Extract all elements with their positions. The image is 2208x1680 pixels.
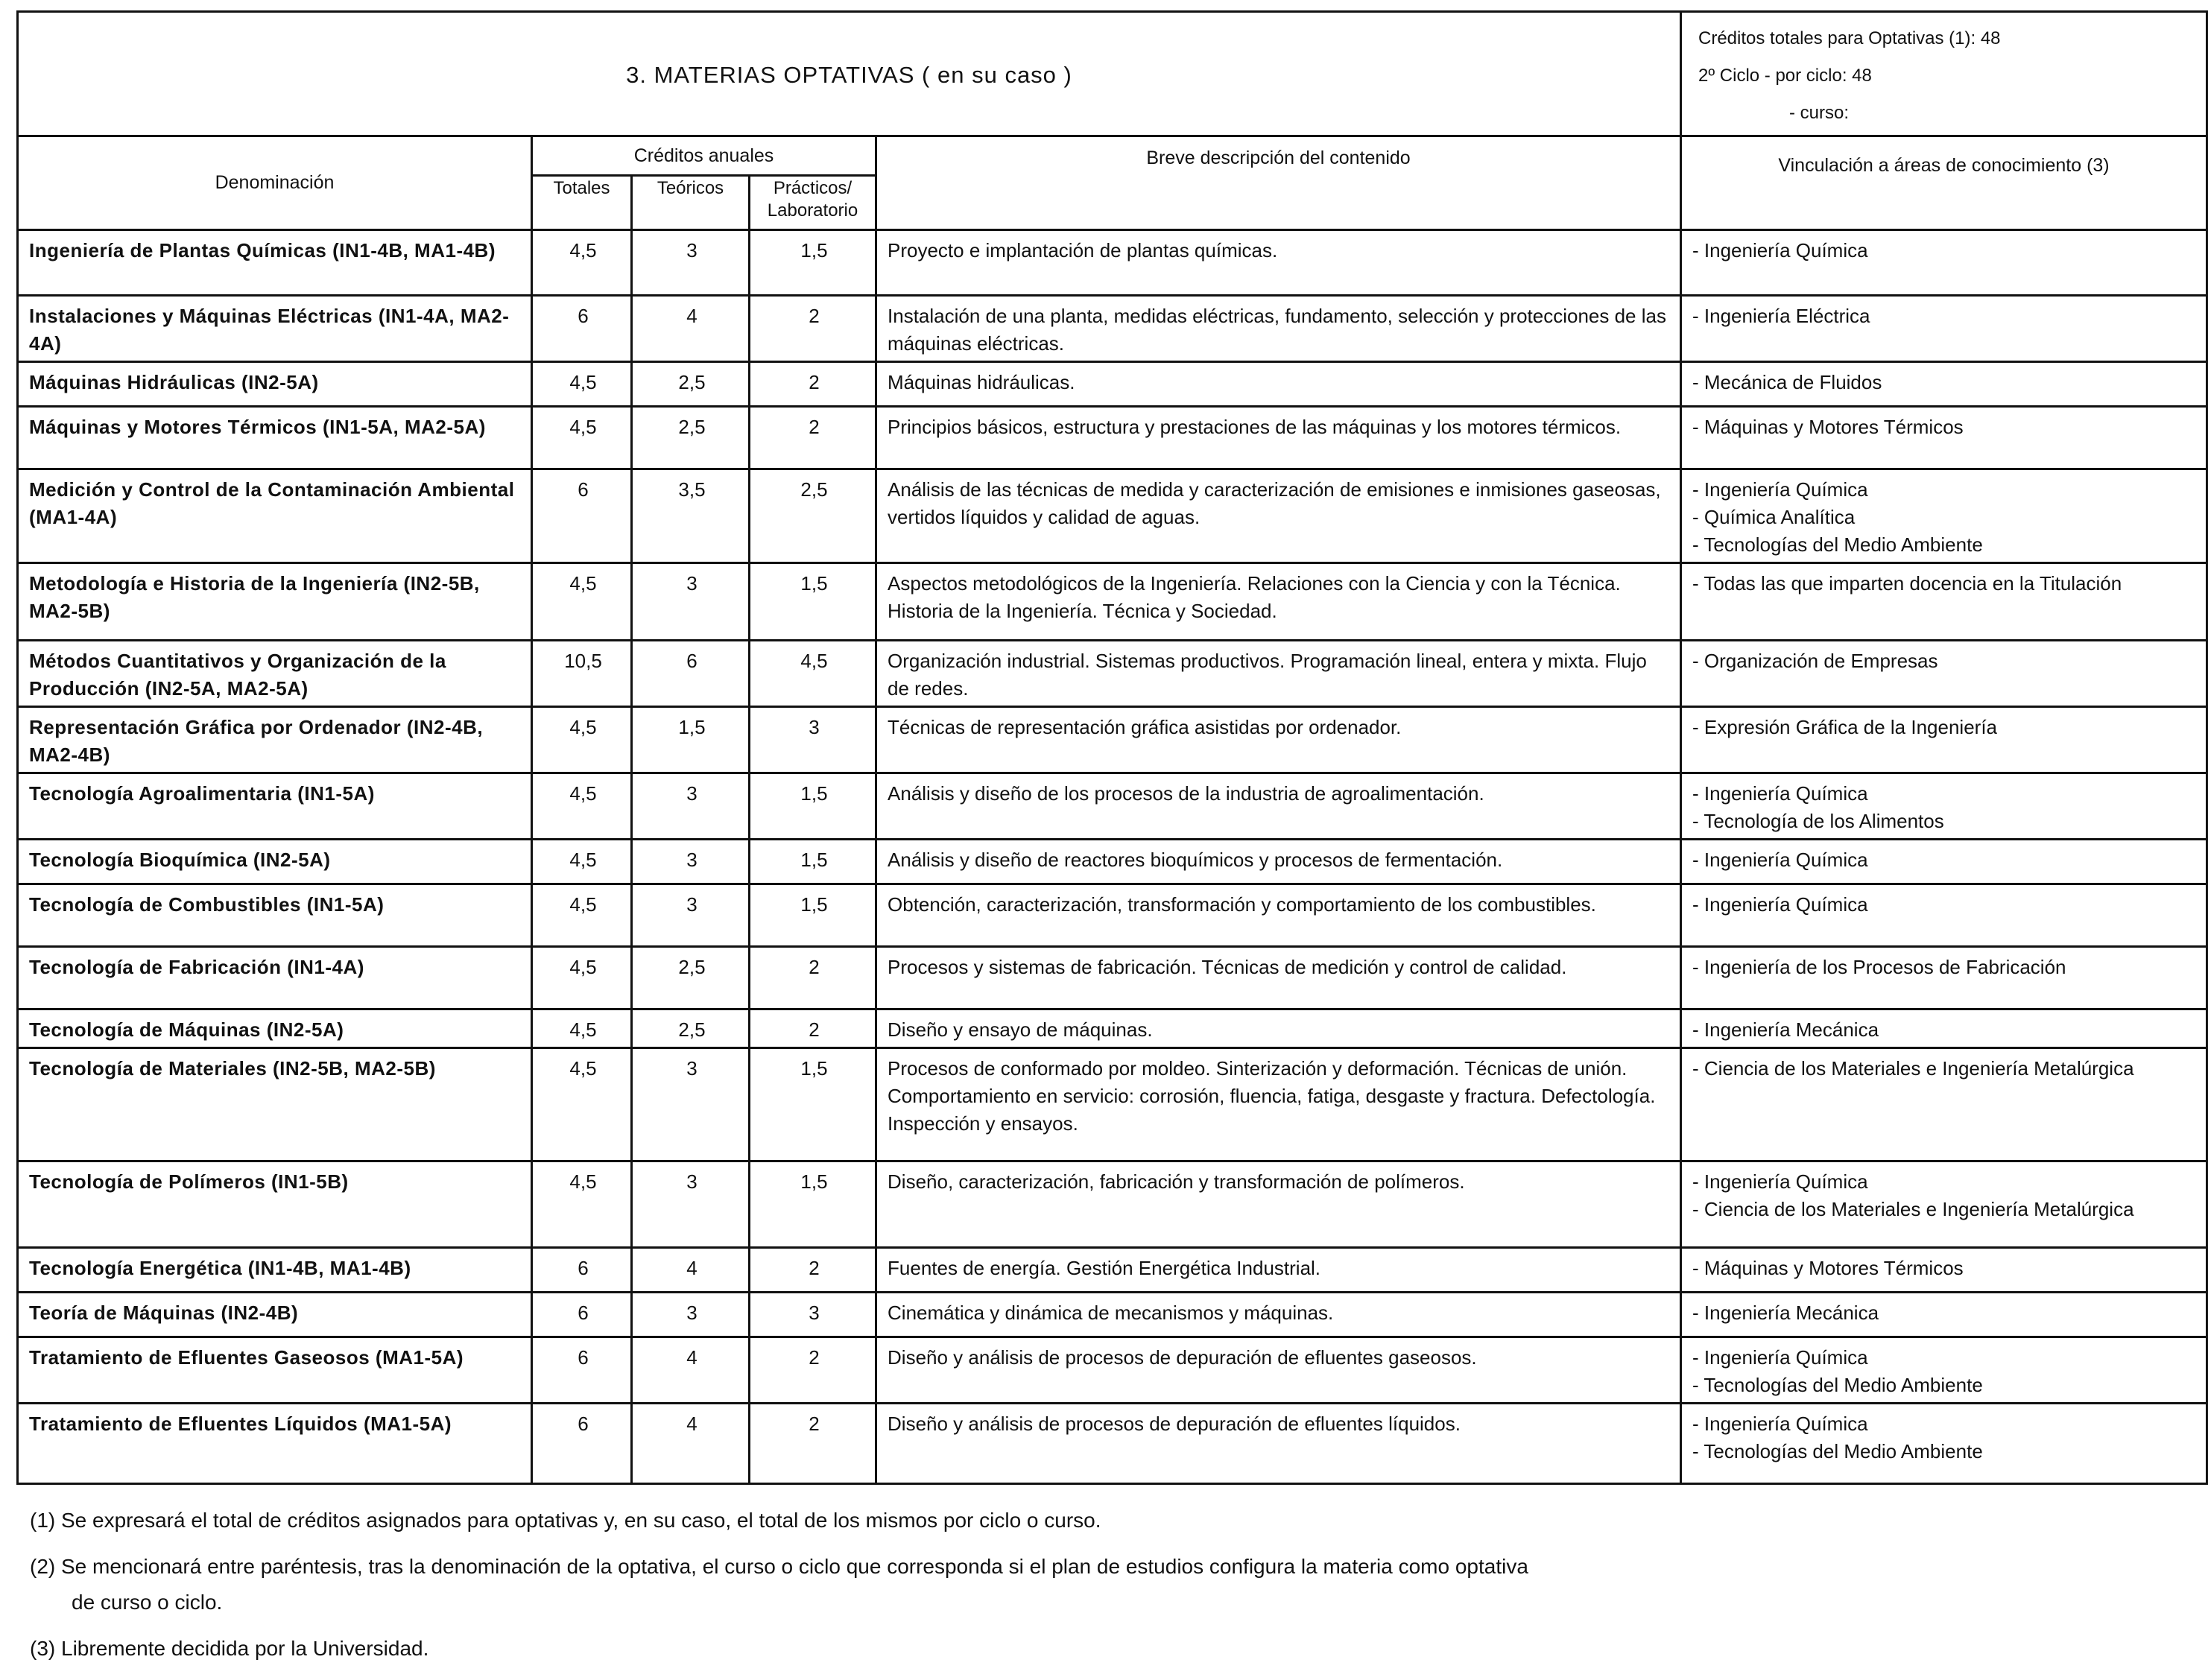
knowledge-areas xyxy=(1681,840,2207,884)
credits-practicos: 1,5 xyxy=(750,563,876,641)
course-description: Organización industrial. Sistemas productivos. Programación lineal, entera y mixta. Flujo de redes. xyxy=(876,641,1681,707)
table-row xyxy=(18,469,2207,563)
credits-practicos: 2 xyxy=(750,1337,876,1404)
course-name: Tratamiento de Efluentes Gaseosos (MA1-5A) xyxy=(18,1337,532,1404)
table-row xyxy=(18,1337,2207,1404)
credits-totales: 6 xyxy=(532,1248,632,1293)
credits-teoricos: 1,5 xyxy=(632,707,750,773)
knowledge-area-item: - Mecánica de Fluidos xyxy=(1692,371,1882,393)
course-name: Tecnología de Máquinas (IN2-5A) xyxy=(18,1009,532,1048)
table-row xyxy=(18,563,2207,641)
course-description: Proyecto e implantación de plantas químicas. xyxy=(876,230,1681,296)
table-row xyxy=(18,707,2207,773)
table-row xyxy=(18,407,2207,469)
knowledge-areas xyxy=(1681,230,2207,296)
credits-totales: 4,5 xyxy=(532,230,632,296)
knowledge-area-item: - Tecnología de los Alimentos xyxy=(1692,810,1944,832)
footnote-2-continuation: de curso o ciclo. xyxy=(72,1591,223,1614)
table-row xyxy=(18,884,2207,947)
knowledge-areas xyxy=(1681,1404,2207,1484)
knowledge-area-item: - Ingeniería Química xyxy=(1692,478,1868,501)
knowledge-area-item: - Expresión Gráfica de la Ingeniería xyxy=(1692,716,1998,738)
knowledge-area-item: - Tecnologías del Medio Ambiente xyxy=(1692,533,1983,556)
knowledge-area-item: - Todas las que imparten docencia en la Titulación xyxy=(1692,572,2122,595)
credits-practicos: 1,5 xyxy=(750,884,876,947)
credits-totales: 4,5 xyxy=(532,947,632,1009)
table-row xyxy=(18,1009,2207,1048)
knowledge-areas xyxy=(1681,469,2207,563)
footnote-2: (2) Se mencionará entre paréntesis, tras la denominación de la optativa, el curso o ciclo que corresponda si el plan de estudios configura la materia como optativa xyxy=(30,1555,1528,1578)
knowledge-areas xyxy=(1681,296,2207,362)
table-row xyxy=(18,1248,2207,1293)
credits-totales: 6 xyxy=(532,1404,632,1484)
credits-teoricos: 3 xyxy=(632,1161,750,1248)
knowledge-areas xyxy=(1681,773,2207,840)
header-descripcion: Breve descripción del contenido xyxy=(876,136,1681,230)
course-description: Diseño y análisis de procesos de depuración de efluentes líquidos. xyxy=(876,1404,1681,1484)
table-row xyxy=(18,362,2207,407)
credits-practicos: 2 xyxy=(750,407,876,469)
course-description: Obtención, caracterización, transformación y comportamiento de los combustibles. xyxy=(876,884,1681,947)
credits-teoricos: 3 xyxy=(632,840,750,884)
knowledge-area-item: - Ingeniería Química xyxy=(1692,1413,1868,1435)
credits-practicos: 2 xyxy=(750,947,876,1009)
course-description: Técnicas de representación gráfica asistidas por ordenador. xyxy=(876,707,1681,773)
credits-teoricos: 4 xyxy=(632,1248,750,1293)
credits-practicos: 3 xyxy=(750,1293,876,1337)
optativas-table xyxy=(16,135,2208,1485)
course-name: Métodos Cuantitativos y Organización de la Producción (IN2-5A, MA2-5A) xyxy=(18,641,532,707)
document-page xyxy=(16,10,2207,1680)
knowledge-areas xyxy=(1681,1248,2207,1293)
table-row xyxy=(18,1404,2207,1484)
table-row xyxy=(18,1048,2207,1161)
course-name: Tecnología Agroalimentaria (IN1-5A) xyxy=(18,773,532,840)
credits-teoricos: 2,5 xyxy=(632,407,750,469)
credits-teoricos: 2,5 xyxy=(632,362,750,407)
course-description: Análisis y diseño de los procesos de la industria de agroalimentación. xyxy=(876,773,1681,840)
table-row xyxy=(18,773,2207,840)
course-description: Procesos de conformado por moldeo. Sinterización y deformación. Técnicas de unión. Comportamiento en servicio: corrosión, fluencia, fatiga, desgaste y fractura. Defectología. Inspección y ensayos. xyxy=(876,1048,1681,1161)
knowledge-area-item: - Ingeniería Química xyxy=(1692,893,1868,916)
credits-totales: 6 xyxy=(532,296,632,362)
knowledge-area-item: - Ingeniería Química xyxy=(1692,782,1868,805)
table-row xyxy=(18,641,2207,707)
knowledge-areas xyxy=(1681,641,2207,707)
knowledge-areas xyxy=(1681,884,2207,947)
knowledge-area-item: - Ingeniería Mecánica xyxy=(1692,1302,1879,1324)
knowledge-area-item: - Ingeniería Química xyxy=(1692,239,1868,261)
knowledge-area-item: - Ingeniería de los Procesos de Fabricación xyxy=(1692,956,2066,978)
header-denominacion: Denominación xyxy=(18,136,532,230)
header-teoricos: Teóricos xyxy=(632,176,750,230)
credits-per-curso: - curso: xyxy=(1789,103,1850,123)
credits-practicos: 2 xyxy=(750,1248,876,1293)
course-description: Diseño, caracterización, fabricación y transformación de polímeros. xyxy=(876,1161,1681,1248)
footnote-1: (1) Se expresará el total de créditos asignados para optativas y, en su caso, el total de los mismos por ciclo o curso. xyxy=(30,1509,1101,1532)
credits-totales: 6 xyxy=(532,1337,632,1404)
credits-teoricos: 4 xyxy=(632,1337,750,1404)
credits-totales: 4,5 xyxy=(532,840,632,884)
course-description: Cinemática y dinámica de mecanismos y máquinas. xyxy=(876,1293,1681,1337)
knowledge-area-item: - Ciencia de los Materiales e Ingeniería Metalúrgica xyxy=(1692,1057,2134,1080)
knowledge-area-item: - Ingeniería Mecánica xyxy=(1692,1018,1879,1041)
course-name: Medición y Control de la Contaminación Ambiental (MA1-4A) xyxy=(18,469,532,563)
course-name: Representación Gráfica por Ordenador (IN2-4B, MA2-4B) xyxy=(18,707,532,773)
credits-totales: 4,5 xyxy=(532,1161,632,1248)
table-row xyxy=(18,840,2207,884)
credits-teoricos: 6 xyxy=(632,641,750,707)
knowledge-areas xyxy=(1681,563,2207,641)
credits-total: Créditos totales para Optativas (1): 48 xyxy=(1698,28,2001,48)
credits-totales: 4,5 xyxy=(532,407,632,469)
header-creditos-anuales: Créditos anuales xyxy=(532,136,876,176)
knowledge-areas xyxy=(1681,407,2207,469)
credits-teoricos: 3 xyxy=(632,1293,750,1337)
knowledge-area-item: - Organización de Empresas xyxy=(1692,650,1938,672)
credits-teoricos: 2,5 xyxy=(632,1009,750,1048)
course-name: Tecnología de Combustibles (IN1-5A) xyxy=(18,884,532,947)
knowledge-area-item: - Ingeniería Eléctrica xyxy=(1692,305,1870,327)
credits-practicos: 1,5 xyxy=(750,1161,876,1248)
knowledge-areas xyxy=(1681,707,2207,773)
course-name: Tecnología de Materiales (IN2-5B, MA2-5B) xyxy=(18,1048,532,1161)
credits-summary xyxy=(1681,12,2207,136)
knowledge-area-item: - Ingeniería Química xyxy=(1692,1170,1868,1193)
credits-teoricos: 3 xyxy=(632,773,750,840)
credits-totales: 6 xyxy=(532,469,632,563)
course-name: Tecnología de Polímeros (IN1-5B) xyxy=(18,1161,532,1248)
credits-teoricos: 3 xyxy=(632,563,750,641)
credits-per-ciclo: 2º Ciclo - por ciclo: 48 xyxy=(1698,66,1872,86)
credits-totales: 4,5 xyxy=(532,1009,632,1048)
knowledge-area-item: - Química Analítica xyxy=(1692,506,1856,528)
footnote-3: (3) Libremente decidida por la Universidad. xyxy=(30,1637,429,1660)
table-body xyxy=(18,230,2207,1484)
credits-practicos: 2 xyxy=(750,1404,876,1484)
course-name: Ingeniería de Plantas Químicas (IN1-4B, MA1-4B) xyxy=(18,230,532,296)
table-row xyxy=(18,947,2207,1009)
knowledge-areas xyxy=(1681,1048,2207,1161)
course-name: Tecnología Energética (IN1-4B, MA1-4B) xyxy=(18,1248,532,1293)
credits-practicos: 4,5 xyxy=(750,641,876,707)
course-name: Máquinas y Motores Térmicos (IN1-5A, MA2-5A) xyxy=(18,407,532,469)
knowledge-area-item: - Ciencia de los Materiales e Ingeniería Metalúrgica xyxy=(1692,1198,2134,1220)
credits-practicos: 2,5 xyxy=(750,469,876,563)
credits-practicos: 3 xyxy=(750,707,876,773)
knowledge-areas xyxy=(1681,1161,2207,1248)
credits-practicos: 1,5 xyxy=(750,1048,876,1161)
course-description: Diseño y análisis de procesos de depuración de efluentes gaseosos. xyxy=(876,1337,1681,1404)
credits-totales: 4,5 xyxy=(532,884,632,947)
knowledge-areas xyxy=(1681,1293,2207,1337)
knowledge-area-item: - Tecnologías del Medio Ambiente xyxy=(1692,1374,1983,1396)
course-description: Diseño y ensayo de máquinas. xyxy=(876,1009,1681,1048)
credits-teoricos: 2,5 xyxy=(632,947,750,1009)
course-name: Tecnología Bioquímica (IN2-5A) xyxy=(18,840,532,884)
course-name: Tratamiento de Efluentes Líquidos (MA1-5A) xyxy=(18,1404,532,1484)
table-row xyxy=(18,1293,2207,1337)
header-vinculacion: Vinculación a áreas de conocimiento (3) xyxy=(1681,136,2207,230)
course-name: Teoría de Máquinas (IN2-4B) xyxy=(18,1293,532,1337)
credits-totales: 4,5 xyxy=(532,773,632,840)
header-totales: Totales xyxy=(532,176,632,230)
knowledge-area-item: - Tecnologías del Medio Ambiente xyxy=(1692,1440,1983,1462)
course-description: Análisis de las técnicas de medida y caracterización de emisiones e inmisiones gaseosas, vertidos líquidos y calidad de aguas. xyxy=(876,469,1681,563)
credits-totales: 4,5 xyxy=(532,563,632,641)
table-row xyxy=(18,1161,2207,1248)
section-header xyxy=(16,10,2208,137)
credits-totales: 4,5 xyxy=(532,1048,632,1161)
credits-totales: 6 xyxy=(532,1293,632,1337)
knowledge-area-item: - Ingeniería Química xyxy=(1692,1346,1868,1369)
credits-totales: 4,5 xyxy=(532,707,632,773)
course-name: Tecnología de Fabricación (IN1-4A) xyxy=(18,947,532,1009)
knowledge-areas xyxy=(1681,362,2207,407)
course-description: Principios básicos, estructura y prestaciones de las máquinas y los motores térmicos. xyxy=(876,407,1681,469)
course-name: Instalaciones y Máquinas Eléctricas (IN1-4A, MA2-4A) xyxy=(18,296,532,362)
credits-practicos: 1,5 xyxy=(750,230,876,296)
credits-practicos: 1,5 xyxy=(750,840,876,884)
credits-teoricos: 4 xyxy=(632,1404,750,1484)
course-name: Metodología e Historia de la Ingeniería (IN2-5B, MA2-5B) xyxy=(18,563,532,641)
knowledge-area-item: - Ingeniería Química xyxy=(1692,849,1868,871)
credits-teoricos: 3 xyxy=(632,1048,750,1161)
credits-totales: 4,5 xyxy=(532,362,632,407)
credits-teoricos: 3 xyxy=(632,884,750,947)
header-practicos: Prácticos/ Laboratorio xyxy=(750,176,876,230)
knowledge-areas xyxy=(1681,947,2207,1009)
credits-practicos: 2 xyxy=(750,296,876,362)
credits-practicos: 2 xyxy=(750,362,876,407)
course-description: Procesos y sistemas de fabricación. Técnicas de medición y control de calidad. xyxy=(876,947,1681,1009)
credits-practicos: 1,5 xyxy=(750,773,876,840)
credits-teoricos: 3,5 xyxy=(632,469,750,563)
credits-teoricos: 4 xyxy=(632,296,750,362)
credits-practicos: 2 xyxy=(750,1009,876,1048)
credits-totales: 10,5 xyxy=(532,641,632,707)
course-description: Análisis y diseño de reactores bioquímicos y procesos de fermentación. xyxy=(876,840,1681,884)
credits-teoricos: 3 xyxy=(632,230,750,296)
table-row xyxy=(18,296,2207,362)
course-description: Aspectos metodológicos de la Ingeniería. Relaciones con la Ciencia y con la Técnica. Historia de la Ingeniería. Técnica y Sociedad. xyxy=(876,563,1681,641)
table-row xyxy=(18,230,2207,296)
knowledge-area-item: - Máquinas y Motores Térmicos xyxy=(1692,1257,1964,1279)
knowledge-area-item: - Máquinas y Motores Térmicos xyxy=(1692,416,1964,438)
knowledge-areas xyxy=(1681,1009,2207,1048)
course-description: Máquinas hidráulicas. xyxy=(876,362,1681,407)
course-description: Fuentes de energía. Gestión Energética Industrial. xyxy=(876,1248,1681,1293)
section-title: 3. MATERIAS OPTATIVAS ( en su caso ) xyxy=(18,12,1681,136)
course-description: Instalación de una planta, medidas eléctricas, fundamento, selección y protecciones de las máquinas eléctricas. xyxy=(876,296,1681,362)
knowledge-areas xyxy=(1681,1337,2207,1404)
course-name: Máquinas Hidráulicas (IN2-5A) xyxy=(18,362,532,407)
footnotes xyxy=(16,1506,2207,1664)
